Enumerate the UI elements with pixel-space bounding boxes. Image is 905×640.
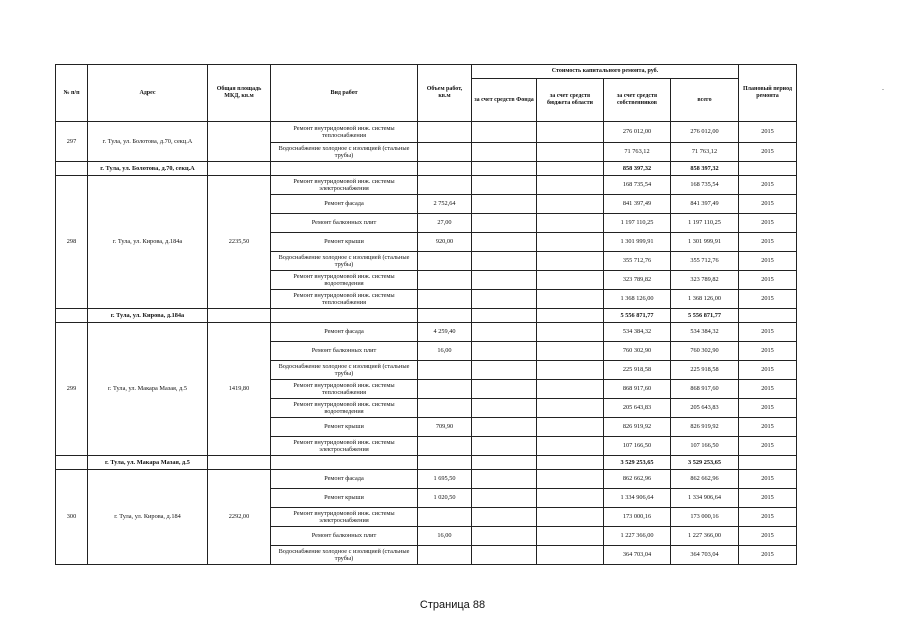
row-total: 760 302,90	[671, 342, 739, 361]
row-fund	[472, 143, 537, 162]
row-period: 2015	[739, 122, 797, 143]
row-budget	[537, 214, 604, 233]
subtotal-volume	[418, 456, 472, 470]
row-owners: 173 000,16	[604, 508, 671, 527]
row-fund	[472, 361, 537, 380]
row-number: 299	[56, 323, 88, 456]
row-address: г. Тула, ул. Кирова, д.184	[88, 470, 208, 565]
subtotal-work	[271, 309, 418, 323]
subtotal-period	[739, 162, 797, 176]
subtotal-label: г. Тула, ул. Кирова, д.184а	[88, 309, 208, 323]
row-volume	[418, 252, 472, 271]
row-number: 297	[56, 122, 88, 162]
subtotal-spacer	[56, 162, 88, 176]
row-owners: 826 919,92	[604, 418, 671, 437]
row-work-type: Ремонт внутридомовой инж. системы электроснабжения	[271, 176, 418, 195]
row-owners: 364 703,04	[604, 546, 671, 565]
row-fund	[472, 214, 537, 233]
subtotal-spacer	[56, 456, 88, 470]
row-fund	[472, 342, 537, 361]
row-work-type: Ремонт внутридомовой инж. системы электроснабжения	[271, 437, 418, 456]
row-owners: 355 712,76	[604, 252, 671, 271]
row-owners: 205 643,83	[604, 399, 671, 418]
header-cost-group: Стоимость капитального ремонта, руб.	[472, 65, 739, 79]
row-budget	[537, 437, 604, 456]
header-owners: за счет средств собственников	[604, 79, 671, 122]
row-work-type: Ремонт крыши	[271, 233, 418, 252]
subtotal-budget	[537, 309, 604, 323]
row-address: г. Тула, ул. Кирова, д.184а	[88, 176, 208, 309]
repair-schedule-table	[55, 64, 797, 565]
row-period: 2015	[739, 546, 797, 565]
row-area	[208, 122, 271, 162]
row-volume: 4 259,40	[418, 323, 472, 342]
row-volume: 1 020,50	[418, 489, 472, 508]
row-period: 2015	[739, 290, 797, 309]
margin-mark: -	[882, 87, 884, 93]
subtotal-area	[208, 309, 271, 323]
row-owners: 276 012,00	[604, 122, 671, 143]
subtotal-total: 3 529 253,65	[671, 456, 739, 470]
row-budget	[537, 342, 604, 361]
row-volume	[418, 271, 472, 290]
row-address: г. Тула, ул. Болотова, д.70, секц.А	[88, 122, 208, 162]
row-work-type: Ремонт фасада	[271, 470, 418, 489]
row-volume	[418, 380, 472, 399]
header-num: № п/п	[56, 65, 88, 122]
row-fund	[472, 437, 537, 456]
row-owners: 760 302,90	[604, 342, 671, 361]
row-volume: 709,90	[418, 418, 472, 437]
row-work-type: Водоснабжение холодное с изоляцией (стальные трубы)	[271, 252, 418, 271]
subtotal-period	[739, 309, 797, 323]
row-total: 1 301 999,91	[671, 233, 739, 252]
row-total: 323 789,82	[671, 271, 739, 290]
subtotal-budget	[537, 456, 604, 470]
row-period: 2015	[739, 342, 797, 361]
subtotal-total: 5 556 871,77	[671, 309, 739, 323]
row-owners: 107 166,50	[604, 437, 671, 456]
row-period: 2015	[739, 323, 797, 342]
row-fund	[472, 122, 537, 143]
row-total: 173 000,16	[671, 508, 739, 527]
row-owners: 862 662,96	[604, 470, 671, 489]
row-budget	[537, 380, 604, 399]
row-work-type: Ремонт фасада	[271, 323, 418, 342]
row-work-type: Водоснабжение холодное с изоляцией (стальные трубы)	[271, 143, 418, 162]
row-total: 205 643,83	[671, 399, 739, 418]
row-volume	[418, 361, 472, 380]
table-row	[56, 176, 797, 195]
subtotal-work	[271, 456, 418, 470]
header-row-top	[56, 65, 797, 79]
row-number: 300	[56, 470, 88, 565]
row-period: 2015	[739, 176, 797, 195]
row-fund	[472, 252, 537, 271]
row-owners: 1 334 906,64	[604, 489, 671, 508]
row-period: 2015	[739, 271, 797, 290]
row-fund	[472, 489, 537, 508]
row-total: 1 227 366,00	[671, 527, 739, 546]
row-period: 2015	[739, 508, 797, 527]
subtotal-total: 858 397,32	[671, 162, 739, 176]
row-work-type: Ремонт фасада	[271, 195, 418, 214]
row-budget	[537, 470, 604, 489]
row-period: 2015	[739, 437, 797, 456]
subtotal-budget	[537, 162, 604, 176]
row-fund	[472, 399, 537, 418]
row-volume	[418, 122, 472, 143]
row-work-type: Ремонт внутридомовой инж. системы теплоснабжения	[271, 290, 418, 309]
row-owners: 1 368 126,00	[604, 290, 671, 309]
row-owners: 841 397,49	[604, 195, 671, 214]
row-budget	[537, 290, 604, 309]
row-volume	[418, 437, 472, 456]
row-fund	[472, 527, 537, 546]
table-row	[56, 122, 797, 143]
row-period: 2015	[739, 195, 797, 214]
subtotal-owners: 5 556 871,77	[604, 309, 671, 323]
row-budget	[537, 418, 604, 437]
row-period: 2015	[739, 143, 797, 162]
row-area: 1419,80	[208, 323, 271, 456]
row-budget	[537, 323, 604, 342]
row-owners: 1 301 999,91	[604, 233, 671, 252]
row-owners: 71 763,12	[604, 143, 671, 162]
row-fund	[472, 380, 537, 399]
row-work-type: Ремонт внутридомовой инж. системы теплоснабжения	[271, 380, 418, 399]
subtotal-fund	[472, 309, 537, 323]
row-total: 1 368 126,00	[671, 290, 739, 309]
subtotal-work	[271, 162, 418, 176]
row-fund	[472, 290, 537, 309]
subtotal-label: г. Тула, ул. Макара Мазая, д.5	[88, 456, 208, 470]
row-budget	[537, 176, 604, 195]
subtotal-period	[739, 456, 797, 470]
row-number: 298	[56, 176, 88, 309]
row-volume	[418, 546, 472, 565]
row-work-type: Ремонт крыши	[271, 418, 418, 437]
row-work-type: Водоснабжение холодное с изоляцией (стальные трубы)	[271, 546, 418, 565]
row-volume	[418, 399, 472, 418]
row-period: 2015	[739, 470, 797, 489]
row-owners: 225 918,58	[604, 361, 671, 380]
subtotal-area	[208, 162, 271, 176]
row-total: 826 919,92	[671, 418, 739, 437]
row-work-type: Ремонт крыши	[271, 489, 418, 508]
row-fund	[472, 233, 537, 252]
row-fund	[472, 176, 537, 195]
row-total: 534 384,32	[671, 323, 739, 342]
row-work-type: Ремонт балконных плит	[271, 214, 418, 233]
row-budget	[537, 195, 604, 214]
subtotal-fund	[472, 456, 537, 470]
subtotal-owners: 858 397,32	[604, 162, 671, 176]
row-total: 1 334 906,64	[671, 489, 739, 508]
row-period: 2015	[739, 527, 797, 546]
row-fund	[472, 323, 537, 342]
row-budget	[537, 122, 604, 143]
row-fund	[472, 470, 537, 489]
row-work-type: Ремонт внутридомовой инж. системы теплоснабжения	[271, 122, 418, 143]
row-address: г. Тула, ул. Макара Мазая, д.5	[88, 323, 208, 456]
row-period: 2015	[739, 214, 797, 233]
row-volume: 16,00	[418, 342, 472, 361]
row-work-type: Ремонт балконных плит	[271, 527, 418, 546]
table-row	[56, 323, 797, 342]
row-total: 364 703,04	[671, 546, 739, 565]
subtotal-volume	[418, 162, 472, 176]
subtotal-owners: 3 529 253,65	[604, 456, 671, 470]
row-period: 2015	[739, 418, 797, 437]
row-volume	[418, 290, 472, 309]
subtotal-row	[56, 162, 797, 176]
row-period: 2015	[739, 489, 797, 508]
row-fund	[472, 546, 537, 565]
row-volume	[418, 508, 472, 527]
row-budget	[537, 527, 604, 546]
row-fund	[472, 508, 537, 527]
row-area: 2292,00	[208, 470, 271, 565]
row-total: 841 397,49	[671, 195, 739, 214]
row-volume	[418, 143, 472, 162]
row-fund	[472, 418, 537, 437]
row-budget	[537, 233, 604, 252]
subtotal-area	[208, 456, 271, 470]
row-budget	[537, 546, 604, 565]
header-fund: за счет средств Фонда	[472, 79, 537, 122]
subtotal-volume	[418, 309, 472, 323]
row-budget	[537, 143, 604, 162]
row-work-type: Ремонт внутридомовой инж. системы водоотведения	[271, 399, 418, 418]
row-volume: 2 752,64	[418, 195, 472, 214]
row-volume: 1 695,50	[418, 470, 472, 489]
row-total: 168 735,54	[671, 176, 739, 195]
row-total: 868 917,60	[671, 380, 739, 399]
page-number: Страница 88	[419, 599, 486, 611]
row-total: 276 012,00	[671, 122, 739, 143]
row-area: 2235,50	[208, 176, 271, 309]
row-volume: 27,00	[418, 214, 472, 233]
row-total: 107 166,50	[671, 437, 739, 456]
subtotal-row	[56, 309, 797, 323]
row-work-type: Ремонт внутридомовой инж. системы электроснабжения	[271, 508, 418, 527]
row-work-type: Водоснабжение холодное с изоляцией (стальные трубы)	[271, 361, 418, 380]
row-volume: 16,00	[418, 527, 472, 546]
row-period: 2015	[739, 252, 797, 271]
row-period: 2015	[739, 380, 797, 399]
row-total: 71 763,12	[671, 143, 739, 162]
row-owners: 323 789,82	[604, 271, 671, 290]
header-work: Вид работ	[271, 65, 418, 122]
table-row	[56, 470, 797, 489]
row-work-type: Ремонт балконных плит	[271, 342, 418, 361]
row-volume: 920,00	[418, 233, 472, 252]
row-total: 225 918,58	[671, 361, 739, 380]
row-owners: 1 227 366,00	[604, 527, 671, 546]
header-total: всего	[671, 79, 739, 122]
row-total: 1 197 110,25	[671, 214, 739, 233]
subtotal-spacer	[56, 309, 88, 323]
row-budget	[537, 399, 604, 418]
header-budget: за счет средств бюджета области	[537, 79, 604, 122]
row-budget	[537, 489, 604, 508]
row-owners: 168 735,54	[604, 176, 671, 195]
row-fund	[472, 271, 537, 290]
row-work-type: Ремонт внутридомовой инж. системы водоотведения	[271, 271, 418, 290]
row-period: 2015	[739, 361, 797, 380]
row-owners: 868 917,60	[604, 380, 671, 399]
header-period: Плановый период ремонта	[739, 65, 797, 122]
row-owners: 1 197 110,25	[604, 214, 671, 233]
row-total: 862 662,96	[671, 470, 739, 489]
subtotal-label: г. Тула, ул. Болотова, д.70, секц.А	[88, 162, 208, 176]
row-total: 355 712,76	[671, 252, 739, 271]
row-fund	[472, 195, 537, 214]
row-budget	[537, 361, 604, 380]
row-budget	[537, 252, 604, 271]
header-volume: Объем работ, кв.м	[418, 65, 472, 122]
subtotal-row	[56, 456, 797, 470]
row-owners: 534 384,32	[604, 323, 671, 342]
subtotal-fund	[472, 162, 537, 176]
row-period: 2015	[739, 233, 797, 252]
header-address: Адрес	[88, 65, 208, 122]
row-period: 2015	[739, 399, 797, 418]
row-budget	[537, 508, 604, 527]
row-volume	[418, 176, 472, 195]
row-budget	[537, 271, 604, 290]
header-area: Общая площадь МКД, кв.м	[208, 65, 271, 122]
